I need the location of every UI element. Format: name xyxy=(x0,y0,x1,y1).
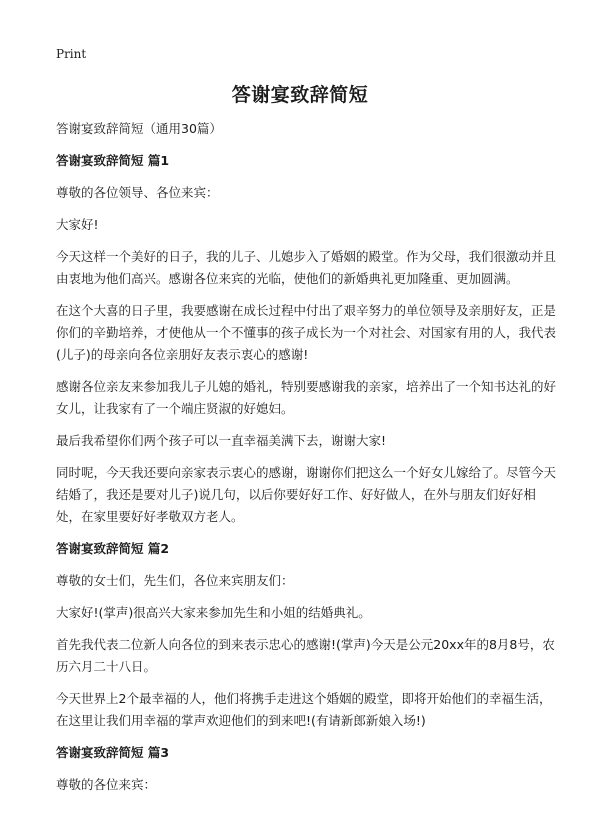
paragraph: 首先我代表二位新人向各位的到来表示忠心的感谢!(掌声)今天是公元20xx年的8月8号，农历六月二十八日。 xyxy=(56,637,555,674)
section-heading: 答谢宴致辞简短 篇2 xyxy=(56,541,170,556)
paragraph: 最后我希望你们两个孩子可以一直幸福美满下去，谢谢大家! xyxy=(56,433,387,448)
paragraph: 尊敬的各位来宾： xyxy=(56,777,157,792)
page-title: 答谢宴致辞简短 xyxy=(231,84,369,106)
paragraph: 今天这样一个美好的日子，我的儿子、儿媳步入了婚姻的殿堂。作为父母，我们很激动并且由衷地为他们高兴。感谢各位来宾的光临，使他们的新婚典礼更加隆重、更加圆满。 xyxy=(56,249,557,286)
paragraph: 同时呢，今天我还要向亲家表示衷心的感谢，谢谢你们把这么一个好女儿嫁给了。尽管今天结婚了，我还是要对儿子)说几句，以后你要好好工作、好好做人，在外与朋友们好好相处，在家里要好好孝敬双方老人。 xyxy=(56,465,557,524)
section-heading: 答谢宴致辞简短 篇3 xyxy=(56,745,170,760)
paragraph: 今天世界上2个最幸福的人，他们将携手走进这个婚姻的殿堂，即将开始他们的幸福生活，在这里让我们用幸福的掌声欢迎他们的到来吧!(有请新郎新娘入场!) xyxy=(56,691,552,728)
document-body xyxy=(56,118,556,806)
section-heading: 答谢宴致辞简短 篇1 xyxy=(56,153,170,168)
paragraph: 尊敬的女士们，先生们，各位来宾朋友们： xyxy=(56,573,294,588)
paragraph: 大家好! xyxy=(56,217,99,232)
document-subtitle: 答谢宴致辞简短（通用30篇） xyxy=(56,121,222,136)
paragraph: 大家好!(掌声)很高兴大家来参加先生和小姐的结婚典礼。 xyxy=(56,605,371,620)
paragraph: 在这个大喜的日子里，我要感谢在成长过程中付出了艰辛努力的单位领导及亲朋好友，正是你们的辛勤培养，才使他从一个不懂事的孩子成长为一个对社会、对国家有用的人，我代表(儿子)的母亲向各位亲朋好友表示衷心的感谢! xyxy=(56,303,557,362)
paragraph: 感谢各位亲友来参加我儿子儿媳的婚礼，特别要感谢我的亲家，培养出了一个知书达礼的好女儿，让我家有了一个端庄贤淑的好媳妇。 xyxy=(56,379,557,416)
paragraph: 尊敬的各位领导、各位来宾： xyxy=(56,185,219,200)
print-link[interactable]: Print xyxy=(56,47,87,61)
